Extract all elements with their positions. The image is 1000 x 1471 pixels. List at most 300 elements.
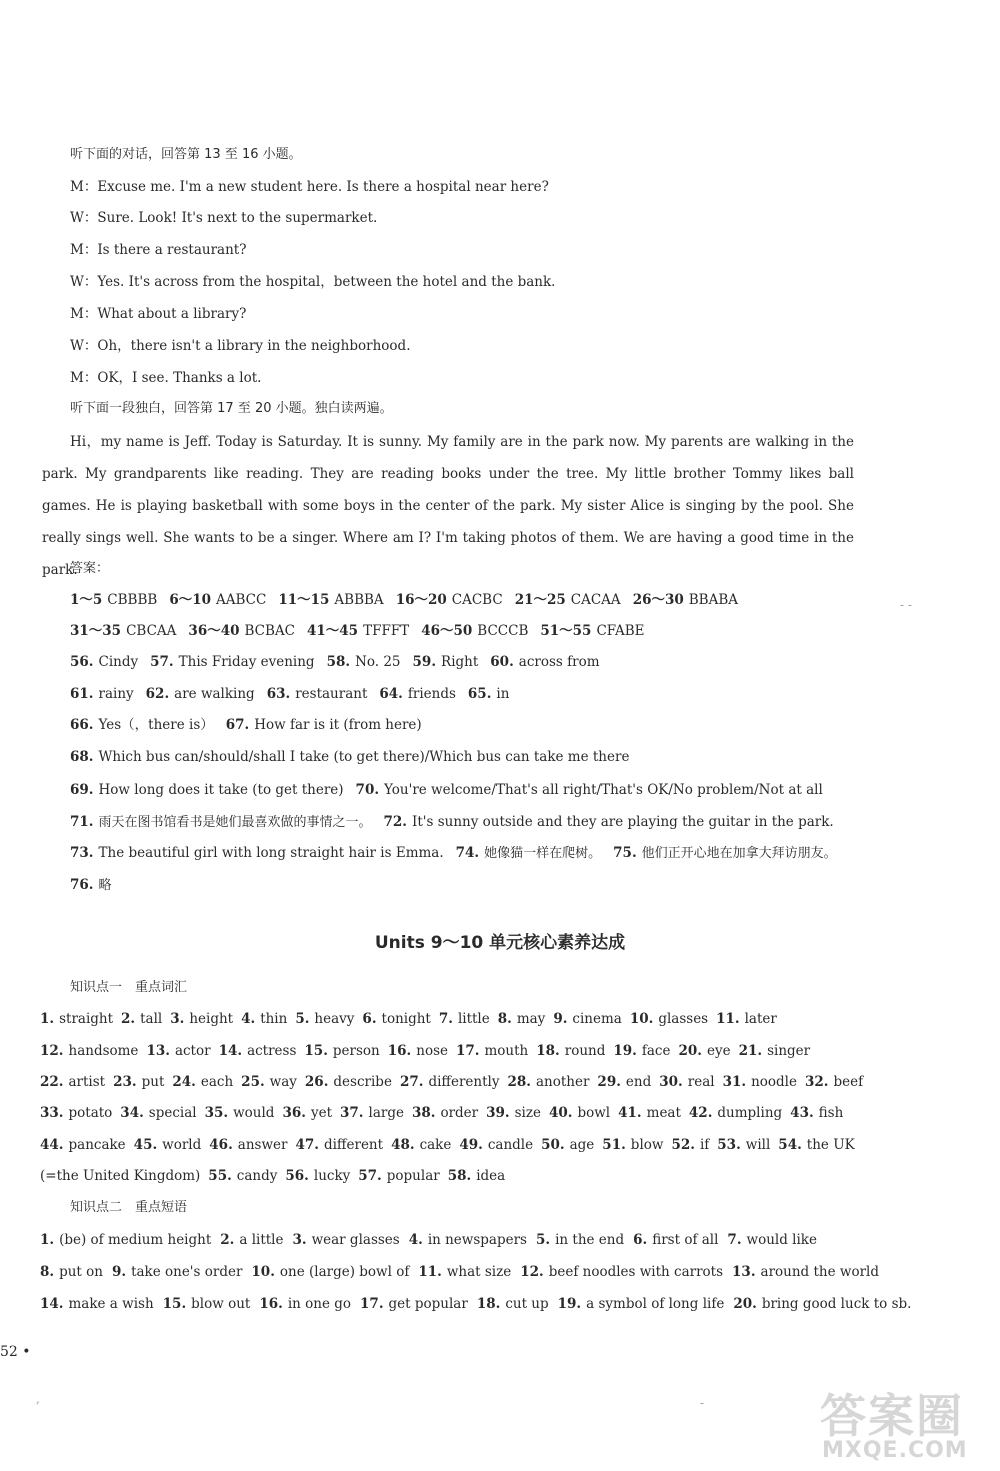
numbered-item xyxy=(70,782,344,798)
item-value: end xyxy=(625,1074,652,1090)
item-value: 她像猫一样在爬树。 xyxy=(484,846,602,861)
item-number: 38. xyxy=(411,1105,436,1121)
numbered-row xyxy=(40,1041,850,1061)
numbered-row xyxy=(40,1009,850,1029)
scan-mark: - xyxy=(700,1396,705,1410)
item-value: blow out xyxy=(191,1296,251,1312)
item-value: actor xyxy=(174,1043,211,1059)
item-value: yet xyxy=(310,1105,332,1121)
numbered-item xyxy=(146,686,255,702)
numbered-item xyxy=(205,1105,275,1121)
item-number: 73. xyxy=(70,845,94,861)
numbered-item xyxy=(409,1232,527,1248)
item-number: 2. xyxy=(121,1011,136,1027)
numbered-item xyxy=(70,686,134,702)
item-number: 70. xyxy=(355,782,380,798)
item-value: The beautiful girl with long straight hair is Emma. xyxy=(98,845,444,861)
item-number: 1. xyxy=(40,1011,55,1027)
item-number: 31. xyxy=(722,1074,747,1090)
item-value: idea xyxy=(476,1168,506,1184)
item-value: make a wish xyxy=(68,1296,154,1312)
item-value: age xyxy=(569,1137,595,1153)
numbered-item xyxy=(396,592,503,608)
item-number: 16. xyxy=(387,1043,412,1059)
numbered-item xyxy=(536,1043,605,1059)
item-number: 56. xyxy=(70,654,94,670)
dialogue-line: W：Sure. Look! It's next to the supermarket. xyxy=(70,210,378,226)
item-number: 3. xyxy=(292,1232,307,1248)
item-value: potato xyxy=(68,1105,113,1121)
numbered-item xyxy=(170,1011,233,1027)
dialogue-line: M：What about a library? xyxy=(70,306,247,322)
item-value: This Friday evening xyxy=(178,654,315,670)
numbered-item xyxy=(241,1074,297,1090)
numbered-item xyxy=(307,623,409,639)
item-value: Right xyxy=(441,654,479,670)
item-number: 72. xyxy=(383,814,408,830)
numbered-item xyxy=(515,592,621,608)
item-value: 他们正开心地在加拿大拜访朋友。 xyxy=(641,846,837,861)
item-value: each xyxy=(200,1074,234,1090)
item-value: different xyxy=(323,1137,384,1153)
item-number: 19. xyxy=(613,1043,637,1059)
numbered-item xyxy=(507,1074,589,1090)
item-value: around the world xyxy=(760,1264,879,1280)
numbered-item xyxy=(613,1043,670,1059)
numbered-item xyxy=(613,845,837,861)
item-value: first of all xyxy=(652,1232,719,1248)
item-value: another xyxy=(535,1074,590,1090)
numbered-item xyxy=(40,1168,200,1184)
numbered-item xyxy=(209,1137,287,1153)
item-value: world xyxy=(162,1137,202,1153)
item-number: 75. xyxy=(613,845,637,861)
item-value: order xyxy=(440,1105,479,1121)
item-value: later xyxy=(744,1011,777,1027)
numbered-row xyxy=(70,684,850,704)
item-value: tonight xyxy=(381,1011,431,1027)
item-value: meat xyxy=(646,1105,681,1121)
numbered-item xyxy=(295,1137,383,1153)
dialogue-line: W：Oh，there isn't a library in the neighborhood. xyxy=(70,338,411,354)
item-number: 43. xyxy=(790,1105,814,1121)
item-value: noodle xyxy=(751,1074,797,1090)
numbered-item xyxy=(70,623,176,639)
item-value: across from xyxy=(518,654,600,670)
item-number: 26～30 xyxy=(632,592,684,608)
numbered-item xyxy=(188,623,295,639)
item-value: cinema xyxy=(572,1011,622,1027)
item-number: 12. xyxy=(40,1043,64,1059)
dialogue-line: M：Excuse me. I'm a new student here. Is there a hospital near here? xyxy=(70,179,549,195)
item-number: 54. xyxy=(778,1137,802,1153)
item-number: 16. xyxy=(259,1296,283,1312)
item-value: in one go xyxy=(287,1296,352,1312)
item-value: rainy xyxy=(98,686,134,702)
numbered-item xyxy=(219,1043,297,1059)
answers-label: 答案： xyxy=(70,561,110,576)
item-value: popular xyxy=(386,1168,440,1184)
numbered-item xyxy=(169,592,266,608)
numbered-item xyxy=(267,686,368,702)
item-number: 49. xyxy=(459,1137,483,1153)
numbered-item xyxy=(172,1074,233,1090)
item-number: 62. xyxy=(145,686,170,702)
numbered-row xyxy=(40,1103,850,1123)
item-number: 51～55 xyxy=(540,623,592,639)
item-value: beef xyxy=(833,1074,864,1090)
item-number: 52. xyxy=(671,1137,695,1153)
item-number: 17. xyxy=(360,1296,384,1312)
item-number: 11～15 xyxy=(278,592,330,608)
item-number: 36. xyxy=(282,1105,306,1121)
numbered-item xyxy=(727,1232,817,1248)
item-value: You're welcome/That's all right/That's OK/No problem/Not at all xyxy=(384,782,823,798)
numbered-row xyxy=(70,780,850,800)
numbered-item xyxy=(70,654,138,670)
item-number: 18. xyxy=(476,1296,501,1312)
item-value: cut up xyxy=(505,1296,549,1312)
item-value: get popular xyxy=(388,1296,468,1312)
numbered-item xyxy=(412,1105,478,1121)
item-number: 10. xyxy=(251,1264,275,1280)
item-number: 26. xyxy=(304,1074,329,1090)
item-number: 61. xyxy=(70,686,94,702)
item-value: BCCCB xyxy=(477,623,529,639)
item-number: 24. xyxy=(172,1074,196,1090)
numbered-item xyxy=(400,1074,500,1090)
item-value: It's sunny outside and they are playing the guitar in the park. xyxy=(412,814,834,830)
watermark xyxy=(800,1380,995,1465)
item-value: in the end xyxy=(555,1232,625,1248)
numbered-item xyxy=(630,1011,708,1027)
item-value: (be) of medium height xyxy=(59,1232,212,1248)
numbered-item xyxy=(120,1105,196,1121)
numbered-item xyxy=(739,1043,811,1059)
item-value: BBABA xyxy=(688,592,739,608)
item-value: No. 25 xyxy=(355,654,401,670)
numbered-item xyxy=(220,1232,283,1248)
item-number: 17. xyxy=(456,1043,480,1059)
item-value: large xyxy=(368,1105,404,1121)
item-value: special xyxy=(148,1105,197,1121)
item-number: 39. xyxy=(486,1105,510,1121)
item-number: 5. xyxy=(536,1232,551,1248)
unit-heading: Units 9～10 单元核心素养达成 xyxy=(374,933,626,953)
item-value: restaurant xyxy=(295,686,368,702)
numbered-item xyxy=(40,1105,112,1121)
numbered-item xyxy=(251,1264,409,1280)
item-value: handsome xyxy=(68,1043,139,1059)
item-value: put xyxy=(141,1074,165,1090)
item-number: 27. xyxy=(399,1074,424,1090)
numbered-item xyxy=(418,1264,511,1280)
numbered-item xyxy=(40,1074,105,1090)
item-number: 20. xyxy=(733,1296,757,1312)
item-value: one (large) bowl of xyxy=(279,1264,410,1280)
item-value: (=the United Kingdom) xyxy=(40,1168,201,1184)
numbered-item xyxy=(121,1011,162,1027)
numbered-item xyxy=(541,1137,594,1153)
item-value: straight xyxy=(59,1011,114,1027)
item-number: 59. xyxy=(412,654,437,670)
numbered-item xyxy=(391,1137,451,1153)
numbered-item xyxy=(456,845,602,861)
item-number: 11. xyxy=(418,1264,442,1280)
item-value: may xyxy=(516,1011,546,1027)
item-value: artist xyxy=(68,1074,106,1090)
numbered-item xyxy=(40,1264,103,1280)
numbered-item xyxy=(360,1296,468,1312)
item-value: wear glasses xyxy=(311,1232,400,1248)
numbered-item xyxy=(597,1074,651,1090)
watermark-url: MXQE.COM xyxy=(822,1438,968,1463)
item-number: 5. xyxy=(295,1011,310,1027)
numbered-item xyxy=(304,1043,379,1059)
item-number: 31～35 xyxy=(70,623,122,639)
numbered-item xyxy=(805,1074,863,1090)
numbered-item xyxy=(633,1232,718,1248)
numbered-item xyxy=(112,1264,242,1280)
item-value: friends xyxy=(407,686,456,702)
item-value: a symbol of long life xyxy=(586,1296,725,1312)
item-value: way xyxy=(269,1074,297,1090)
numbered-item xyxy=(40,1011,113,1027)
numbered-item xyxy=(340,1105,404,1121)
item-number: 37. xyxy=(340,1105,364,1121)
item-number: 9. xyxy=(553,1011,568,1027)
watermark-logo: 答案圈 xyxy=(820,1389,964,1443)
item-value: round xyxy=(564,1043,606,1059)
numbered-row xyxy=(70,812,850,833)
numbered-item xyxy=(40,1043,138,1059)
item-number: 19. xyxy=(557,1296,582,1312)
item-number: 15. xyxy=(162,1296,187,1312)
item-number: 33. xyxy=(40,1105,64,1121)
item-number: 4. xyxy=(241,1011,256,1027)
numbered-row xyxy=(70,715,850,735)
numbered-item xyxy=(362,1011,430,1027)
item-number: 53. xyxy=(717,1137,741,1153)
item-number: 45. xyxy=(133,1137,158,1153)
item-number: 64. xyxy=(379,686,403,702)
item-number: 60. xyxy=(490,654,514,670)
item-number: 18. xyxy=(536,1043,560,1059)
numbered-item xyxy=(659,1074,714,1090)
item-number: 6. xyxy=(362,1011,377,1027)
item-number: 15. xyxy=(304,1043,328,1059)
numbered-item xyxy=(540,623,644,639)
numbered-item xyxy=(358,1168,439,1184)
item-value: height xyxy=(189,1011,234,1027)
item-value: mouth xyxy=(484,1043,529,1059)
item-value: in newspapers xyxy=(427,1232,527,1248)
numbered-item xyxy=(413,654,479,670)
numbered-item xyxy=(520,1264,723,1280)
numbered-item xyxy=(490,654,599,670)
item-number: 1～5 xyxy=(70,592,103,608)
item-number: 56. xyxy=(285,1168,309,1184)
numbered-item xyxy=(732,1264,879,1280)
item-value: pancake xyxy=(68,1137,126,1153)
item-number: 40. xyxy=(548,1105,573,1121)
numbered-item xyxy=(208,1168,277,1184)
numbered-row xyxy=(70,590,850,610)
numbered-item xyxy=(549,1105,610,1121)
numbered-item xyxy=(259,1296,351,1312)
item-value: AABCC xyxy=(216,592,267,608)
item-number: 9. xyxy=(111,1264,127,1280)
item-value: glasses xyxy=(658,1011,709,1027)
scan-mark: - - xyxy=(900,598,912,612)
item-value: candy xyxy=(236,1168,278,1184)
item-value: fish xyxy=(818,1105,844,1121)
item-value: take one's order xyxy=(131,1264,243,1280)
item-number: 12. xyxy=(520,1264,544,1280)
item-number: 23. xyxy=(113,1074,137,1090)
item-number: 50. xyxy=(541,1137,565,1153)
item-value: would xyxy=(233,1105,275,1121)
item-value: Cindy xyxy=(98,654,139,670)
item-number: 21. xyxy=(738,1043,763,1059)
item-number: 36～40 xyxy=(188,623,240,639)
item-value: bowl xyxy=(577,1105,611,1121)
item-value: beef noodles with carrots xyxy=(548,1264,724,1280)
item-number: 13. xyxy=(146,1043,170,1059)
numbered-item xyxy=(305,1074,392,1090)
numbered-item xyxy=(134,1137,202,1153)
item-value: a little xyxy=(239,1232,284,1248)
item-value: the UK xyxy=(806,1137,855,1153)
item-value: will xyxy=(745,1137,771,1153)
numbered-item xyxy=(282,1105,332,1121)
item-number: 57. xyxy=(150,654,174,670)
numbered-item xyxy=(241,1011,287,1027)
numbered-item xyxy=(421,623,528,639)
item-number: 10. xyxy=(629,1011,654,1027)
item-value: cake xyxy=(419,1137,452,1153)
item-value: Yes（，there is） xyxy=(98,717,214,733)
numbered-row xyxy=(70,875,850,896)
item-value: little xyxy=(457,1011,490,1027)
numbered-row xyxy=(40,1135,855,1155)
item-number: 29. xyxy=(597,1074,621,1090)
item-number: 46. xyxy=(209,1137,233,1153)
item-value: CACAA xyxy=(570,592,621,608)
numbered-item xyxy=(384,814,834,830)
numbered-item xyxy=(40,1137,126,1153)
item-number: 41. xyxy=(618,1105,642,1121)
item-number: 68. xyxy=(70,749,94,765)
numbered-item xyxy=(536,1232,624,1248)
numbered-item xyxy=(486,1105,541,1121)
item-number: 55. xyxy=(208,1168,232,1184)
numbered-item xyxy=(477,1296,549,1312)
numbered-item xyxy=(70,592,157,608)
item-number: 16～20 xyxy=(395,592,447,608)
item-value: heavy xyxy=(314,1011,355,1027)
item-number: 1. xyxy=(40,1232,55,1248)
item-value: 略 xyxy=(98,878,112,893)
item-value: in xyxy=(496,686,510,702)
item-value: describe xyxy=(333,1074,392,1090)
item-number: 41～45 xyxy=(307,623,359,639)
item-value: How long does it take (to get there) xyxy=(98,782,344,798)
numbered-row xyxy=(40,1294,912,1314)
item-value: CBBBB xyxy=(107,592,158,608)
item-value: CFABE xyxy=(596,623,645,639)
numbered-item xyxy=(70,717,214,733)
item-number: 20. xyxy=(678,1043,702,1059)
item-value: actress xyxy=(247,1043,297,1059)
numbered-row xyxy=(70,747,850,767)
item-number: 14. xyxy=(40,1296,64,1312)
numbered-item xyxy=(716,1011,777,1027)
numbered-item xyxy=(498,1011,546,1027)
numbered-item xyxy=(618,1105,681,1121)
numbered-item xyxy=(150,654,314,670)
item-value: are walking xyxy=(174,686,255,702)
item-value: put on xyxy=(59,1264,103,1280)
item-value: person xyxy=(332,1043,380,1059)
item-number: 7. xyxy=(438,1011,453,1027)
item-number: 2. xyxy=(220,1232,235,1248)
item-value: candle xyxy=(487,1137,534,1153)
numbered-item xyxy=(439,1011,490,1027)
item-value: blow xyxy=(630,1137,664,1153)
item-value: would like xyxy=(746,1232,817,1248)
numbered-item xyxy=(285,1168,350,1184)
item-number: 71. xyxy=(70,814,94,830)
numbered-item xyxy=(226,717,422,733)
item-value: nose xyxy=(416,1043,448,1059)
numbered-item xyxy=(468,686,510,702)
item-value: TFFFT xyxy=(363,623,410,639)
item-number: 57. xyxy=(358,1168,382,1184)
item-number: 47. xyxy=(295,1137,319,1153)
numbered-item xyxy=(163,1296,251,1312)
item-number: 66. xyxy=(70,717,94,733)
numbered-item xyxy=(356,782,823,798)
item-number: 58. xyxy=(447,1168,472,1184)
item-value: eye xyxy=(706,1043,731,1059)
numbered-item xyxy=(113,1074,164,1090)
item-number: 44. xyxy=(40,1137,64,1153)
item-value: CBCAA xyxy=(126,623,177,639)
item-number: 76. xyxy=(70,877,94,893)
numbered-item xyxy=(671,1137,709,1153)
item-number: 35. xyxy=(204,1105,229,1121)
numbered-item xyxy=(40,1232,211,1248)
item-number: 14. xyxy=(218,1043,243,1059)
section-intro-13-16: 听下面的对话，回答第 13 至 16 小题。 xyxy=(70,147,302,162)
vocab-title: 知识点一 重点词汇 xyxy=(70,980,188,995)
item-number: 58. xyxy=(326,654,351,670)
numbered-item xyxy=(146,1043,210,1059)
item-value: real xyxy=(687,1074,715,1090)
numbered-item xyxy=(327,654,401,670)
numbered-item xyxy=(448,1168,506,1184)
numbered-item xyxy=(602,1137,663,1153)
numbered-item xyxy=(388,1043,448,1059)
numbered-item xyxy=(678,1043,730,1059)
item-number: 28. xyxy=(507,1074,531,1090)
item-number: 8. xyxy=(497,1011,512,1027)
numbered-item xyxy=(459,1137,533,1153)
numbered-row xyxy=(70,621,850,641)
numbered-item xyxy=(717,1137,770,1153)
item-value: ABBBA xyxy=(334,592,384,608)
